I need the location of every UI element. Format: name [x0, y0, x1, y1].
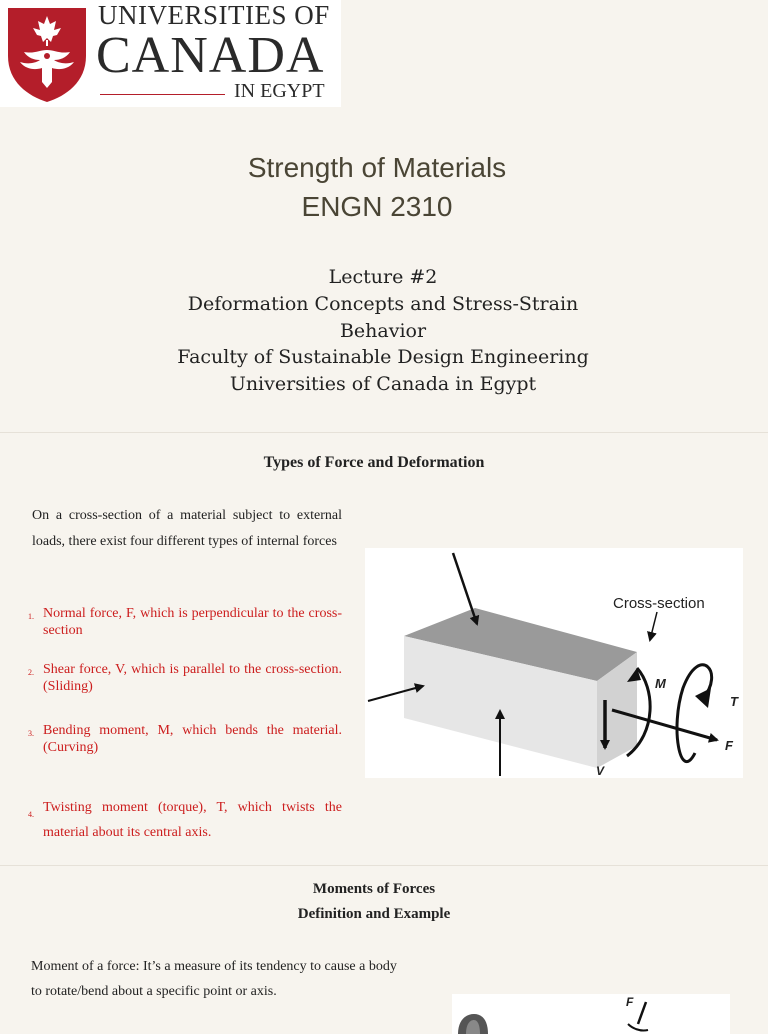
cross-section-pointer — [650, 612, 657, 640]
lecture-topic-line1: Deformation Concepts and Stress-Strain — [187, 293, 579, 315]
list-item — [28, 605, 342, 639]
list-item-text: Twisting moment (torque), T, which twists the material about its central axis. — [43, 800, 342, 840]
logo-text-line1: UNIVERSITIES OF — [98, 0, 330, 30]
cross-section-label: Cross-section — [613, 595, 705, 612]
moment-example-diagram — [452, 994, 730, 1034]
list-item-text: Shear force, V, which is parallel to the cross-section. (Sliding) — [43, 662, 342, 694]
logo-divider — [100, 94, 225, 95]
list-item-number: 2. — [28, 668, 34, 677]
moment-definition: Moment of a force: It’s a measure of its tendency to cause a body to rotate/bend about a specific point or axis. — [31, 959, 397, 999]
list-item — [28, 722, 342, 756]
list-item-number: 4. — [28, 810, 34, 819]
logo-text-line2: CANADA — [96, 27, 325, 84]
maple-leaf-eagle-crest-icon — [4, 4, 90, 104]
title-slide — [0, 0, 768, 432]
list-item-number: 1. — [28, 612, 34, 621]
list-item-text: Bending moment, M, which bends the material. (Curving) — [43, 723, 342, 755]
logo-text-line3: IN EGYPT — [234, 80, 325, 102]
twisting-moment-arrow — [677, 665, 712, 762]
university-logo — [0, 0, 341, 107]
course-title: Strength of Materials — [247, 152, 507, 183]
moment-m-label: M — [655, 676, 666, 691]
university-name: Universities of Canada in Egypt — [229, 373, 537, 395]
intro-paragraph: On a cross-section of a material subject to external loads, there exist four different types of internal forces — [32, 508, 342, 549]
list-item-text: Normal force, F, which is perpendicular to the cross-section — [43, 606, 342, 638]
force-types-slide — [0, 433, 768, 865]
faculty-name: Faculty of Sustainable Design Engineering — [177, 346, 589, 368]
list-item-number: 3. — [28, 729, 34, 738]
course-code: ENGN 2310 — [301, 191, 453, 222]
slide-subheading: Definition and Example — [297, 906, 451, 922]
moment-example-figure — [452, 994, 730, 1034]
slide-heading: Types of Force and Deformation — [263, 454, 485, 471]
lecture-number: Lecture #2 — [328, 266, 438, 288]
shear-v-label: V — [596, 764, 605, 778]
force-f-label: F — [725, 738, 733, 753]
list-item — [28, 661, 342, 695]
list-item — [28, 795, 342, 845]
force-arrow — [638, 1002, 646, 1024]
slide-heading: Moments of Forces — [312, 881, 436, 897]
moments-slide — [0, 866, 768, 1024]
force-f-label: F — [626, 995, 634, 1009]
cross-section-diagram — [365, 548, 743, 778]
lecture-topic-line2: Behavior — [339, 320, 427, 342]
internal-forces-figure — [365, 548, 743, 778]
torque-t-label: T — [730, 694, 738, 709]
